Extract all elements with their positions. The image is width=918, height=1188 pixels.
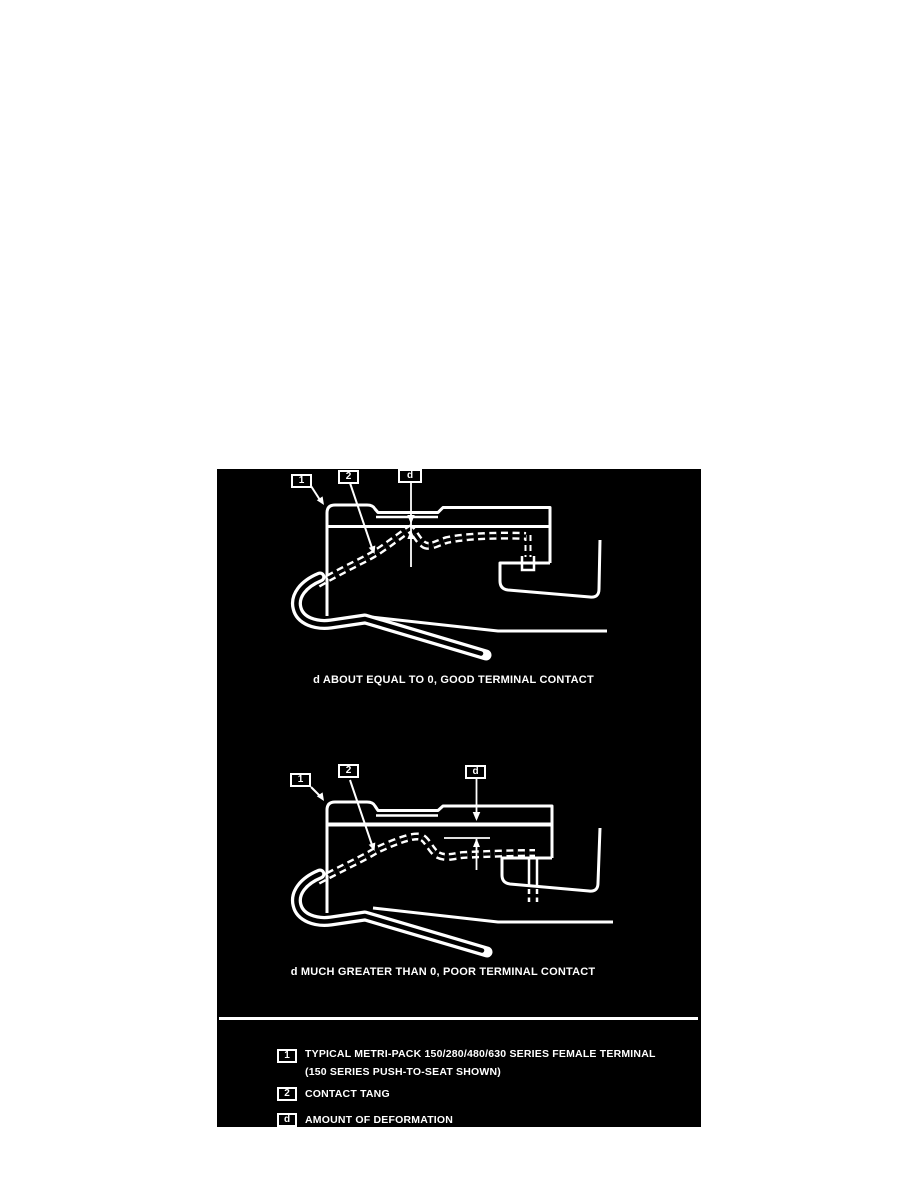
legend-divider: [219, 1017, 698, 1020]
legend-key-label: 1: [284, 1050, 290, 1061]
callout-box-1: [291, 474, 312, 488]
callout-label: d: [406, 470, 414, 481]
legend-label-line1: TYPICAL METRI-PACK 150/280/480/630 SERIES FEMALE TERMINAL: [305, 1048, 656, 1060]
legend-label-line1: CONTACT TANG: [305, 1088, 390, 1100]
callout-box-d: [398, 469, 422, 483]
callout-label: 2: [345, 765, 352, 776]
callout-label: d: [472, 766, 479, 777]
terminal-diagram-good: [217, 469, 703, 701]
legend-key-box: [277, 1087, 297, 1101]
legend-row-contact-tang: [277, 1087, 390, 1101]
legend-label: [305, 1046, 656, 1081]
callout-label: 1: [297, 774, 304, 785]
legend-row-deformation: [277, 1113, 453, 1127]
callout-1-leader: [311, 486, 320, 500]
legend-key-label: 2: [284, 1088, 290, 1099]
callout-label: 2: [345, 471, 352, 482]
legend-key-box: [277, 1049, 297, 1063]
legend-label: [305, 1087, 390, 1101]
spring-arm-outer: [296, 874, 487, 952]
spring-arm-outer: [296, 577, 486, 655]
diagram-caption-poor: d MUCH GREATER THAN 0, POOR TERMINAL CONTACT: [290, 966, 596, 978]
legend-label: [305, 1113, 453, 1127]
callout-2-leader: [350, 780, 372, 845]
legend-label-line2: (150 SERIES PUSH-TO-SEAT SHOWN): [305, 1065, 502, 1078]
legend-key-box: [277, 1113, 297, 1127]
callout-box-2: [338, 764, 359, 778]
callout-1-leader: [311, 787, 320, 796]
legend-key-label: d: [283, 1114, 291, 1125]
cavity-floor-line: [373, 908, 613, 922]
deformation-dimension-arrowhead: [473, 839, 480, 848]
deformation-pointer-arrowhead: [473, 812, 481, 821]
diagram-caption-good: d ABOUT EQUAL TO 0, GOOD TERMINAL CONTACT: [313, 674, 594, 686]
terminal-contact-figure: [217, 469, 701, 1127]
legend-label-line1: AMOUNT OF DEFORMATION: [305, 1114, 454, 1126]
callout-box-2: [338, 470, 359, 484]
callout-label: 1: [298, 475, 305, 486]
callout-box-d: [465, 765, 486, 779]
deformation-arrow-down: [407, 515, 414, 524]
terminal-diagram-poor: [217, 763, 703, 995]
callout-box-1: [290, 773, 311, 787]
legend-row-terminal: [277, 1046, 656, 1081]
callout-2-leader: [350, 483, 372, 548]
